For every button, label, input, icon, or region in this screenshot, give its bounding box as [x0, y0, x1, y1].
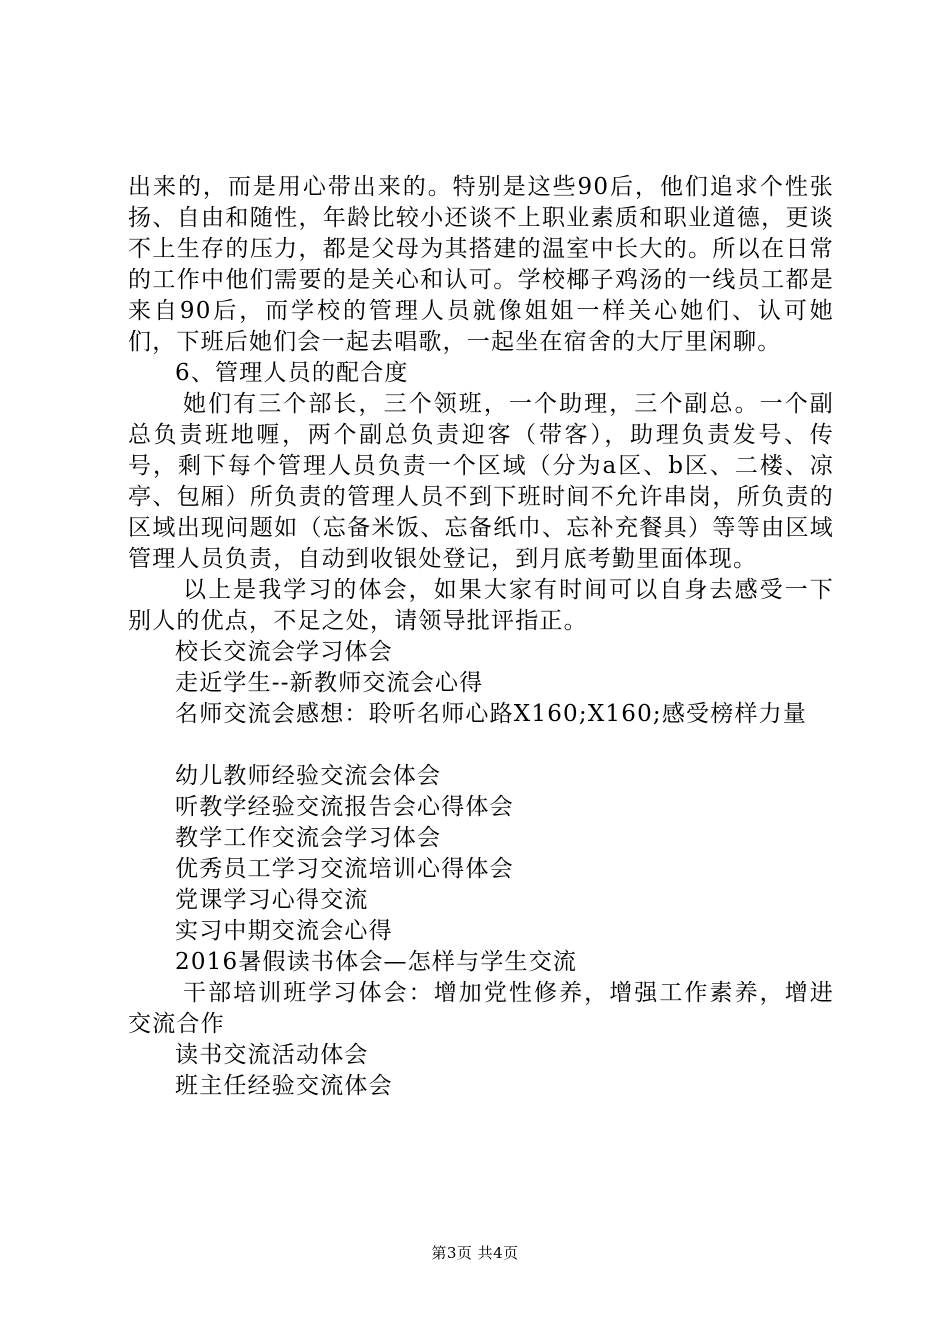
- related-title: 教学工作交流会学习体会: [175, 825, 442, 851]
- related-title: 听教学经验交流报告会心得体会: [175, 794, 514, 820]
- related-title: 幼儿教师经验交流会体会: [175, 763, 442, 789]
- related-title: 党课学习心得交流: [175, 887, 369, 913]
- related-title: 名师交流会感想：聆听名师心路X160;X160;感受榜样力量: [175, 701, 808, 727]
- section-heading: 6、管理人员的配合度: [175, 360, 409, 386]
- related-title: 校长交流会学习体会: [175, 639, 393, 665]
- related-title: 实习中期交流会心得: [175, 918, 393, 944]
- related-title: 走近学生--新教师交流会心得: [175, 670, 484, 696]
- document-body: [128, 172, 834, 1102]
- related-title: 2016暑假读书体会—怎样与学生交流: [175, 949, 578, 975]
- related-titles-list: [128, 637, 834, 1102]
- body-paragraph: 她们有三个部长，三个领班，一个助理，三个副总。一个副总负责班地喱，两个副总负责迎客（带客），助理负责发号、传号，剩下每个管理人员负责一个区域（分为a区、b区、二楼、凉亭、包厢）所负责的管理人员不到下班时间不允许串岗，所负责的区域出现问题如（忘备米饭、忘备纸巾、忘补充餐具）等等由区域管理人员负责，自动到收银处登记，到月底考勤里面体现。: [128, 391, 834, 572]
- related-title: 读书交流活动体会: [175, 1042, 369, 1068]
- related-title: 班主任经验交流体会: [175, 1073, 393, 1099]
- body-paragraph: 出来的，而是用心带出来的。特别是这些90后，他们追求个性张扬、自由和随性，年龄比较小还谈不上职业素质和职业道德，更谈不上生存的压力，都是父母为其搭建的温室中长大的。所以在日常的工作中他们需要的是关心和认可。学校椰子鸡汤的一线员工都是来自90后，而学校的管理人员就像姐姐一样关心她们、认可她们，下班后她们会一起去唱歌，一起坐在宿舍的大厅里闲聊。: [128, 174, 834, 355]
- related-title: 干部培训班学习体会：增加党性修养，增强工作素养，增进交流合作: [128, 980, 834, 1037]
- page-footer: 第3页 共4页: [431, 1244, 519, 1262]
- blank-line: [128, 730, 834, 761]
- related-title: 优秀员工学习交流培训心得体会: [175, 856, 514, 882]
- body-paragraph: 以上是我学习的体会，如果大家有时间可以自身去感受一下别人的优点，不足之处，请领导批评指正。: [128, 577, 834, 634]
